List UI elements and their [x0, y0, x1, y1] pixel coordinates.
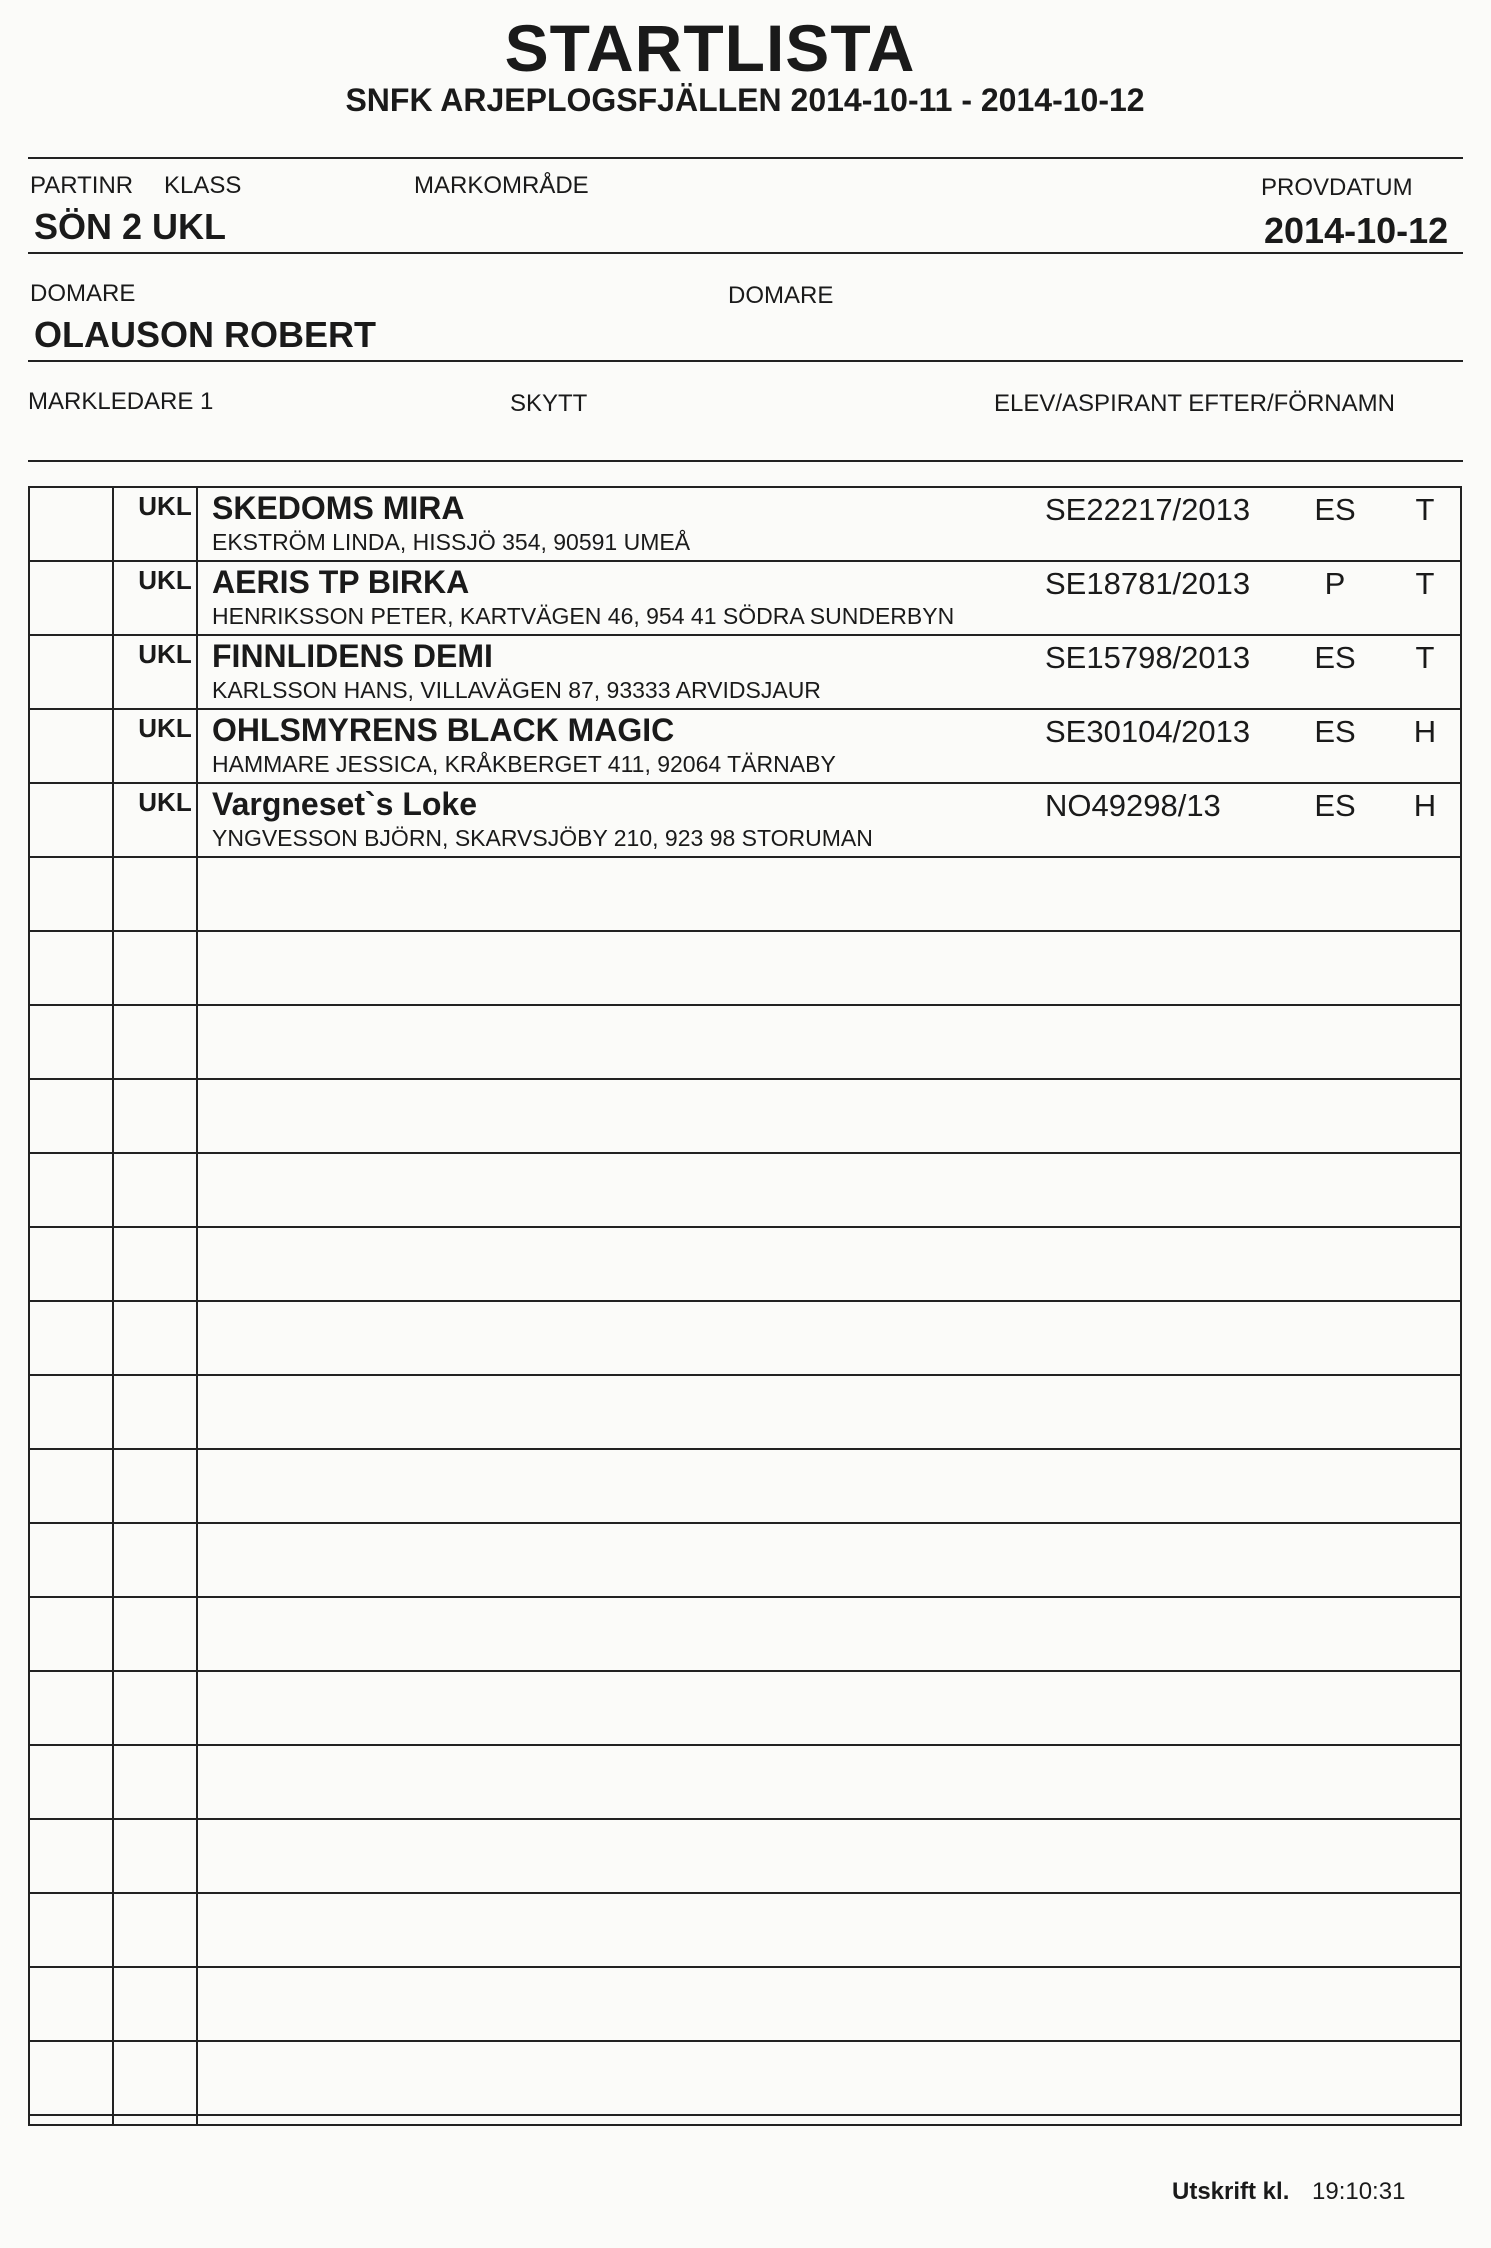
empty-row [30, 1450, 1460, 1524]
sex-code: H [1413, 788, 1437, 823]
table-row [30, 562, 1460, 636]
event-subtitle: SNFK ARJEPLOGSFJÄLLEN 2014-10-11 - 2014-10-12 [345, 82, 1145, 118]
owner-address: EKSTRÖM LINDA, HISSJÖ 354, 90591 UMEÅ [212, 529, 691, 555]
table-row [30, 488, 1460, 562]
klass-label: KLASS [164, 172, 242, 199]
klass-cell: UKL [138, 491, 192, 521]
breed-code: ES [1314, 788, 1356, 823]
print-time-value: 19:10:31 [1312, 2178, 1406, 2205]
startlist-table [28, 486, 1462, 2126]
empty-row [30, 1228, 1460, 1302]
table-row [30, 636, 1460, 710]
empty-row [30, 932, 1460, 1006]
empty-row [30, 1006, 1460, 1080]
registration-number: SE15798/2013 [1045, 640, 1251, 675]
dog-name: OHLSMYRENS BLACK MAGIC [212, 712, 675, 748]
empty-row [30, 1820, 1460, 1894]
divider [28, 360, 1463, 362]
table-row [30, 710, 1460, 784]
markomrade-label: MARKOMRÅDE [414, 172, 589, 199]
empty-row [30, 1746, 1460, 1820]
empty-row [30, 1598, 1460, 1672]
owner-address: KARLSSON HANS, VILLAVÄGEN 87, 93333 ARVIDSJAUR [212, 677, 821, 703]
breed-code: ES [1314, 492, 1356, 527]
markledare-label: MARKLEDARE 1 [28, 388, 214, 415]
breed-code: ES [1314, 640, 1356, 675]
owner-address: HENRIKSSON PETER, KARTVÄGEN 46, 954 41 SÖDRA SUNDERBYN [212, 603, 955, 629]
klass-cell: UKL [138, 787, 192, 817]
dog-name: SKEDOMS MIRA [212, 490, 465, 526]
sex-code: T [1415, 566, 1435, 601]
empty-row [30, 1672, 1460, 1746]
page-title: STARTLISTA [504, 11, 916, 85]
klass-cell: UKL [138, 713, 192, 743]
provdatum-value: 2014-10-12 [1264, 210, 1449, 251]
print-time-label: Utskrift kl. [1172, 2178, 1290, 2205]
divider [28, 252, 1463, 254]
klass-cell: UKL [138, 639, 192, 669]
empty-row [30, 1302, 1460, 1376]
klass-cell: UKL [138, 565, 192, 595]
breed-code: P [1324, 566, 1346, 601]
dog-name: Vargneset`s Loke [212, 786, 477, 822]
breed-code: ES [1314, 714, 1356, 749]
sex-code: T [1415, 492, 1435, 527]
empty-row [30, 1524, 1460, 1598]
partinr-klass-value: SÖN 2 UKL [34, 206, 227, 247]
sex-code: T [1415, 640, 1435, 675]
empty-row [30, 1894, 1460, 1968]
domare1-value: OLAUSON ROBERT [34, 314, 376, 355]
registration-number: SE18781/2013 [1045, 566, 1251, 601]
divider [28, 460, 1463, 462]
empty-row [30, 858, 1460, 932]
sex-code: H [1413, 714, 1437, 749]
empty-row [30, 1376, 1460, 1450]
owner-address: HAMMARE JESSICA, KRÅKBERGET 411, 92064 TÄRNABY [212, 751, 836, 777]
empty-row [30, 1154, 1460, 1228]
empty-row [30, 2042, 1460, 2116]
registration-number: SE22217/2013 [1045, 492, 1251, 527]
skytt-label: SKYTT [510, 390, 588, 417]
dog-name: FINNLIDENS DEMI [212, 638, 493, 674]
domare1-label: DOMARE [30, 280, 136, 307]
table-row [30, 784, 1460, 858]
dog-name: AERIS TP BIRKA [212, 564, 470, 600]
owner-address: YNGVESSON BJÖRN, SKARVSJÖBY 210, 923 98 STORUMAN [212, 825, 873, 851]
partinr-label: PARTINR [30, 172, 134, 199]
empty-row [30, 1080, 1460, 1154]
elev-label: ELEV/ASPIRANT EFTER/FÖRNAMN [994, 390, 1395, 417]
domare2-label: DOMARE [728, 282, 834, 309]
divider [28, 157, 1463, 159]
registration-number: NO49298/13 [1045, 788, 1221, 823]
registration-number: SE30104/2013 [1045, 714, 1251, 749]
provdatum-label: PROVDATUM [1261, 174, 1413, 201]
empty-row [30, 1968, 1460, 2042]
